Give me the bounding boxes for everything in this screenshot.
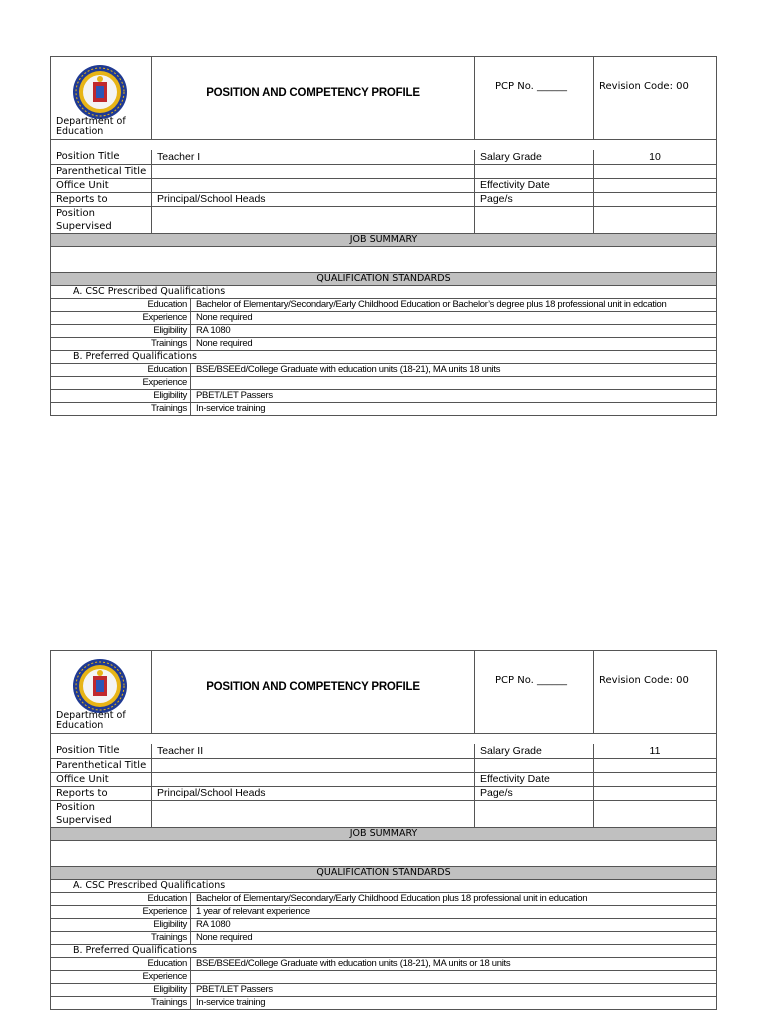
qualification-row bbox=[51, 338, 716, 351]
job-summary-heading: JOB SUMMARY bbox=[51, 828, 716, 841]
form-header bbox=[51, 651, 716, 734]
logo-cell bbox=[51, 57, 152, 139]
position-supervised-value bbox=[152, 801, 475, 827]
revision-code: Revision Code: 00 bbox=[599, 81, 689, 92]
qualification-row bbox=[51, 364, 716, 377]
effectivity-date-value bbox=[594, 179, 716, 192]
qualification-row bbox=[51, 325, 716, 338]
q-value: BSE/BSEEd/College Graduate with education units (18-21), MA units 18 units bbox=[196, 364, 501, 375]
info-row-position-supervised bbox=[51, 207, 716, 234]
info-row-parenthetical-title bbox=[51, 165, 716, 179]
csc-qualifications-heading: A. CSC Prescribed Qualifications bbox=[51, 286, 716, 299]
csc-qualifications-heading: A. CSC Prescribed Qualifications bbox=[51, 880, 716, 893]
parenthetical-title-value bbox=[152, 759, 475, 772]
label: Parenthetical Title bbox=[51, 759, 152, 772]
pcp-number: PCP No. ______ bbox=[475, 57, 594, 139]
q-label: Eligibility bbox=[51, 919, 191, 931]
preferred-qualifications-heading: B. Preferred Qualifications bbox=[51, 945, 716, 958]
q-value: BSE/BSEEd/College Graduate with education units (18-21), MA units or 18 units bbox=[196, 958, 511, 969]
qualification-standards-heading: QUALIFICATION STANDARDS bbox=[51, 867, 716, 880]
label: Effectivity Date bbox=[475, 773, 594, 786]
qualification-row bbox=[51, 932, 716, 945]
revision-code: Revision Code: 00 bbox=[599, 675, 689, 686]
pcp-number: PCP No. ______ bbox=[475, 651, 594, 733]
office-unit-value bbox=[152, 773, 475, 786]
info-row-position-title bbox=[51, 140, 716, 165]
empty-cell bbox=[594, 759, 716, 772]
pcp-form-teacher-1 bbox=[50, 56, 717, 416]
qualification-row bbox=[51, 403, 716, 415]
label: Parenthetical Title bbox=[51, 165, 152, 178]
q-label: Experience bbox=[51, 971, 191, 983]
q-value: None required bbox=[196, 932, 253, 943]
empty-cell bbox=[594, 207, 716, 233]
department-name: Department of Education bbox=[56, 710, 126, 731]
q-label: Trainings bbox=[51, 338, 191, 350]
q-value: In-service training bbox=[196, 997, 266, 1008]
empty-cell bbox=[594, 165, 716, 178]
q-value: RA 1080 bbox=[196, 919, 231, 930]
job-summary-body bbox=[51, 247, 716, 273]
q-label: Eligibility bbox=[51, 390, 191, 402]
job-summary-body bbox=[51, 841, 716, 867]
parenthetical-title-value bbox=[152, 165, 475, 178]
q-value: Bachelor of Elementary/Secondary/Early Childhood Education plus 18 professional unit in education bbox=[196, 893, 588, 904]
q-value: PBET/LET Passers bbox=[196, 390, 273, 401]
q-label: Education bbox=[51, 893, 191, 905]
q-label: Experience bbox=[51, 906, 191, 918]
q-value: In-service training bbox=[196, 403, 266, 414]
reports-to-value: Principal/School Heads bbox=[152, 193, 475, 206]
office-unit-value bbox=[152, 179, 475, 192]
reports-to-value: Principal/School Heads bbox=[152, 787, 475, 800]
effectivity-date-value bbox=[594, 773, 716, 786]
form-title: POSITION AND COMPETENCY PROFILE bbox=[152, 651, 475, 733]
label: Reports to bbox=[51, 193, 152, 206]
department-name: Department of Education bbox=[56, 116, 126, 137]
label: Position Supervised bbox=[51, 801, 152, 827]
pcp-form-teacher-2 bbox=[50, 650, 717, 1010]
q-value: PBET/LET Passers bbox=[196, 984, 273, 995]
qualification-row bbox=[51, 984, 716, 997]
form-title: POSITION AND COMPETENCY PROFILE bbox=[152, 57, 475, 139]
qualification-row bbox=[51, 312, 716, 325]
q-label: Trainings bbox=[51, 932, 191, 944]
label: Salary Grade bbox=[475, 744, 594, 758]
qualification-row bbox=[51, 377, 716, 390]
info-row-parenthetical-title bbox=[51, 759, 716, 773]
qualification-row bbox=[51, 971, 716, 984]
q-label: Education bbox=[51, 364, 191, 376]
logo-cell bbox=[51, 651, 152, 733]
q-label: Trainings bbox=[51, 403, 191, 415]
preferred-qualifications-heading: B. Preferred Qualifications bbox=[51, 351, 716, 364]
label: Office Unit bbox=[51, 773, 152, 786]
q-value: None required bbox=[196, 338, 253, 349]
q-label: Eligibility bbox=[51, 325, 191, 337]
info-row-reports-to bbox=[51, 787, 716, 801]
q-value bbox=[191, 377, 716, 389]
q-label: Education bbox=[51, 299, 191, 311]
empty-cell bbox=[475, 801, 594, 827]
q-value: Bachelor of Elementary/Secondary/Early Childhood Education or Bachelor’s degree plus 18 professional unit in edcation bbox=[196, 299, 667, 310]
qualification-row bbox=[51, 299, 716, 312]
q-value: RA 1080 bbox=[196, 325, 231, 336]
q-label: Experience bbox=[51, 377, 191, 389]
info-row-office-unit bbox=[51, 179, 716, 193]
label: Office Unit bbox=[51, 179, 152, 192]
q-label: Eligibility bbox=[51, 984, 191, 996]
q-value bbox=[191, 971, 716, 983]
job-summary-heading: JOB SUMMARY bbox=[51, 234, 716, 247]
pages-value bbox=[594, 193, 716, 206]
empty-cell bbox=[475, 165, 594, 178]
position-supervised-value bbox=[152, 207, 475, 233]
qualification-row bbox=[51, 893, 716, 906]
salary-grade-value: 10 bbox=[649, 151, 661, 163]
label: Effectivity Date bbox=[475, 179, 594, 192]
info-row-reports-to bbox=[51, 193, 716, 207]
q-label: Education bbox=[51, 958, 191, 970]
deped-seal-icon bbox=[72, 64, 128, 120]
label: Reports to bbox=[51, 787, 152, 800]
label: Salary Grade bbox=[475, 150, 594, 164]
label: Page/s bbox=[475, 787, 594, 800]
qualification-row bbox=[51, 919, 716, 932]
qualification-standards-heading: QUALIFICATION STANDARDS bbox=[51, 273, 716, 286]
empty-cell bbox=[594, 801, 716, 827]
label: Position Title bbox=[51, 150, 152, 164]
info-row-office-unit bbox=[51, 773, 716, 787]
qualification-row bbox=[51, 958, 716, 971]
qualification-row bbox=[51, 390, 716, 403]
salary-grade-value: 11 bbox=[649, 745, 661, 757]
label: Position Title bbox=[51, 744, 152, 758]
deped-seal-icon bbox=[72, 658, 128, 714]
empty-cell bbox=[475, 207, 594, 233]
label: Position Supervised bbox=[51, 207, 152, 233]
label: Page/s bbox=[475, 193, 594, 206]
qualification-row bbox=[51, 906, 716, 919]
form-header bbox=[51, 57, 716, 140]
position-title-value: Teacher I bbox=[152, 150, 475, 164]
info-row-position-title bbox=[51, 734, 716, 759]
empty-cell bbox=[475, 759, 594, 772]
q-value: None required bbox=[196, 312, 253, 323]
q-label: Experience bbox=[51, 312, 191, 324]
pages-value bbox=[594, 787, 716, 800]
q-label: Trainings bbox=[51, 997, 191, 1009]
q-value: 1 year of relevant experience bbox=[196, 906, 310, 917]
qualification-row bbox=[51, 997, 716, 1009]
position-title-value: Teacher II bbox=[152, 744, 475, 758]
info-row-position-supervised bbox=[51, 801, 716, 828]
